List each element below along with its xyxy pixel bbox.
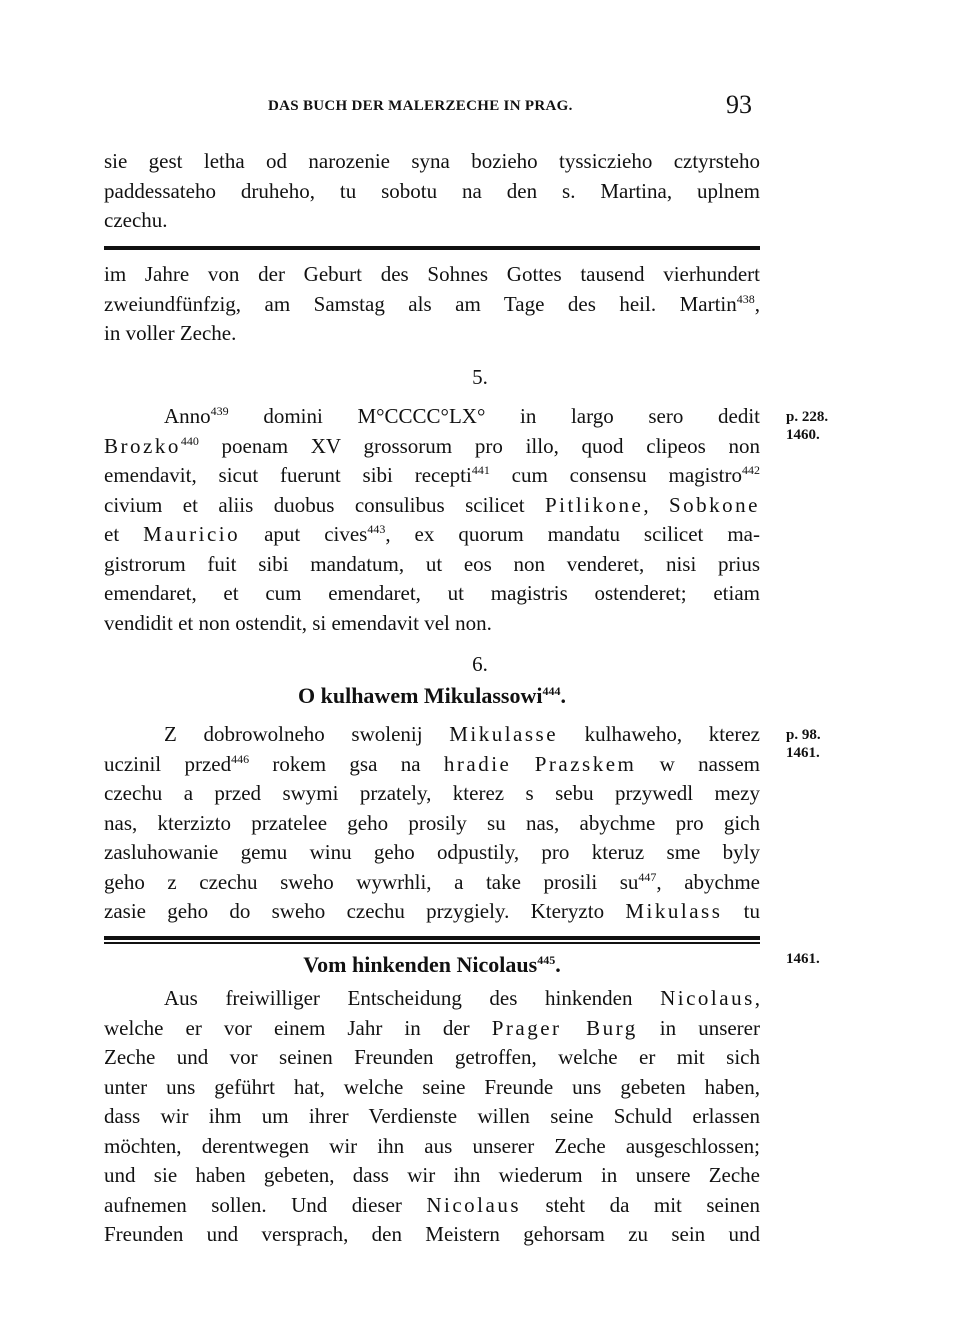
footnote-ref: 441 bbox=[471, 463, 490, 477]
section-heading: O kulhawem Mikulassowi$^{444}$. bbox=[298, 683, 566, 708]
footnote-ref: 443 bbox=[367, 522, 386, 536]
text-line: Freunden und versprach, den Meistern gehorsam zu sein und bbox=[104, 1222, 760, 1246]
text-line: czechu. bbox=[104, 208, 168, 232]
text-line: möchten, derentwegen wir ihn aus unserer Zeche ausgeschlossen; bbox=[104, 1133, 760, 1158]
text-line: Z dobrowolneho swolenij Mikulasse kulhaweho, kterez bbox=[164, 722, 760, 746]
text-line: geho z czechu sweho wywrhli, a take prosili $su^{447}$, abychme bbox=[104, 869, 761, 894]
text-line: nas, kterzizto przatelee geho prosily su nas, abychme pro gich bbox=[104, 810, 760, 835]
section-divider bbox=[104, 942, 760, 944]
margin-page-ref: p. 228. bbox=[786, 409, 829, 425]
footnote-ref: 444 bbox=[542, 684, 561, 698]
czech-date-paragraph bbox=[104, 147, 760, 236]
text-line: uczinil przed$^{446}$ rokem gsa na hradie Prazskem w nassem bbox=[104, 751, 760, 776]
latin-paragraph bbox=[104, 402, 760, 638]
text-line: unter uns geführt hat, welche seine Freunde uns gebeten haben, bbox=[104, 1074, 760, 1099]
section-number: 6. bbox=[472, 652, 488, 676]
text-line: zweiundfünfzig, am Samstag als am Tage des heil. Martin$^{438}$, bbox=[104, 291, 760, 316]
footnote-ref: 439 bbox=[210, 404, 229, 418]
footnote-ref: 442 bbox=[742, 463, 760, 477]
text-line: Brozko$^{440}$ poenam XV grossorum pro illo, quod clipeos non bbox=[104, 433, 760, 458]
text-line: czechu a przed swymi przately, kterez s sebu przywedl mezy bbox=[104, 781, 760, 805]
margin-note bbox=[786, 408, 828, 444]
text-line: paddessateho druheho, tu sobotu na den s. Martina, uplnem bbox=[104, 178, 760, 203]
text-line: emendavit, sicut fuerunt sibi recepti$^{441}$ cum consensu magistro$^{442}$ bbox=[104, 463, 760, 487]
text-line: zasluhowanie gemu winu geho odpustily, pro kteruz sme byly bbox=[104, 840, 760, 864]
text-line: im Jahre von der Geburt des Sohnes Gottes tausend vierhundert bbox=[104, 262, 760, 286]
text-line: und sie haben gebeten, dass wir ihn wiederum in unsere Zeche bbox=[104, 1163, 760, 1187]
margin-year: 1460. bbox=[786, 427, 820, 443]
footnote-ref: 440 bbox=[180, 433, 199, 448]
text-line: dass wir ihm um ihrer Verdienste willen seine Schuld erlassen bbox=[104, 1104, 760, 1128]
text-line: Anno$^{439}$ domini M°CCCC°LX° in largo sero dedit bbox=[164, 404, 760, 428]
german-paragraph bbox=[104, 984, 760, 1250]
text-line: et Mauricio aput cives$^{443}$, ex quorum mandatu scilicet ma- bbox=[104, 522, 760, 546]
section-divider bbox=[104, 246, 760, 250]
text-line: gistrorum fuit sibi mandatum, ut eos non venderet, nisi prius bbox=[104, 551, 760, 576]
german-date-paragraph bbox=[104, 260, 760, 349]
text-line: Aus freiwilliger Entscheidung des hinkenden Nicolaus, bbox=[164, 986, 760, 1010]
text-line: zasie geho do sweho czechu przygiely. Kteryzto Mikulass tu bbox=[104, 899, 760, 923]
text-line: emendaret, et cum emendaret, ut magistris ostenderet; etiam bbox=[104, 581, 760, 605]
page-number: 93 bbox=[726, 90, 752, 119]
text-line: Zeche und vor seinen Freunden getroffen, welche er mit sich bbox=[104, 1045, 760, 1069]
text-line: aufnemen sollen. Und dieser Nicolaus steht da mit seinen bbox=[104, 1192, 760, 1217]
footnote-ref: 438 bbox=[736, 291, 755, 306]
margin-note bbox=[786, 950, 820, 968]
footnote-ref: 446 bbox=[231, 751, 250, 766]
margin-note bbox=[786, 726, 821, 762]
text-line: sie gest letha od narozenie syna bozieho tyssiczieho cztyrsteho bbox=[104, 149, 760, 173]
margin-page-ref: p. 98. bbox=[786, 727, 821, 743]
text-line: civium et aliis duobus consulibus scilicet Pitlikone, Sobkone bbox=[104, 492, 760, 517]
czech-paragraph bbox=[104, 720, 760, 927]
text-line: vendidit et non ostendit, si emendavit vel non. bbox=[104, 610, 492, 635]
section-number: 5. bbox=[472, 365, 488, 389]
text-line: welche er vor einem Jahr in der Prager Burg in unserer bbox=[104, 1015, 760, 1040]
text-line: in voller Zeche. bbox=[104, 321, 237, 345]
margin-year: 1461. bbox=[786, 951, 820, 967]
running-header: DAS BUCH DER MALERZECHE IN PRAG. bbox=[268, 98, 573, 114]
footnote-ref: 447 bbox=[638, 869, 657, 884]
section-divider bbox=[104, 936, 760, 940]
footnote-ref: 445 bbox=[537, 953, 556, 967]
margin-year: 1461. bbox=[786, 745, 820, 761]
section-heading: Vom hinkenden Nicolaus$^{445}$. bbox=[303, 952, 561, 977]
